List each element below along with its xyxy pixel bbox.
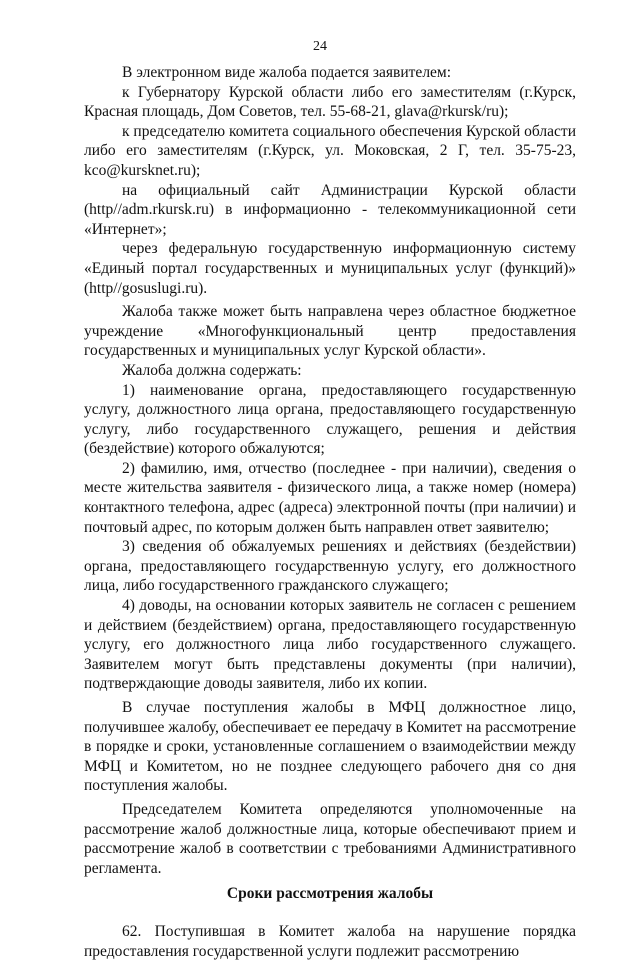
paragraph-62: 62. Поступившая в Комитет жалоба на нарушение порядка предоставления государственной услуги подлежит рассмотрению (84, 922, 576, 960)
paragraph-mfc-transfer: В случае поступления жалобы в МФЦ должностное лицо, получившее жалобу, обеспечивает ее передачу в Комитет на рассмотрение в порядке и сроки, установленные соглашением о взаимодействии между МФЦ и Комитетом, но не позднее следующего рабочего дня со дня поступления жалобы. (84, 699, 577, 795)
list-item-1: 1) наименование органа, предоставляющего государственную услугу, должностного лица органа, предоставляющего государственную услугу, либо государственного служащего, решения и действия (бездействие) которого обжалуются; (84, 381, 576, 458)
list-item-3: 3) сведения об обжалуемых решениях и действиях (бездействии) органа, предоставляющего государственную услугу, его должностного лица, либо государственного гражданского служащего; (84, 538, 576, 595)
paragraph-mfc: Жалоба также может быть направлена через областное бюджетное учреждение «Многофункциональный центр предоставления государственных и муниципальных услуг Курской области». (84, 303, 576, 360)
paragraph-governor: к Губернатору Курской области либо его заместителям (г.Курск, Красная площадь, Дом Советов, тел. 55-68-21, glava@rkursk/ru); (84, 83, 576, 121)
document-body (84, 63, 576, 961)
section-heading: Сроки рассмотрения жалобы (226, 885, 434, 903)
page-number: 24 (313, 39, 327, 54)
paragraph-official-site: на официальный сайт Администрации Курской области (http//adm.rkursk.ru) в информационно - телекоммуникационной сети «Интернет»; (84, 181, 576, 238)
paragraph-committee-chair: к председателю комитета социального обеспечения Курской области либо его заместителям (г.Курск, ул. Моковская, 2 Г, тел. 35-75-23, kco@kursknet.ru); (84, 122, 576, 179)
paragraph-authorized-officials: Председателем Комитета определяются уполномоченные на рассмотрение жалоб должностные лица, которые обеспечивают прием и рассмотрение жалоб в соответствии с требованиями Административного регламента. (84, 800, 576, 877)
paragraph-federal-portal: через федеральную государственную информационную систему «Единый портал государственных и муниципальных услуг (функций)» (http//gosuslugi.ru). (84, 240, 576, 297)
list-item-2: 2) фамилию, имя, отчество (последнее - при наличии), сведения о месте жительства заявителя - физического лица, а также номер (номера) контактного телефона, адрес (адреса) электронной почты (при наличии) и почтовый адрес, по которым должен быть направлен ответ заявителю; (84, 459, 576, 536)
list-item-4: 4) доводы, на основании которых заявитель не согласен с решением и действием (бездействием) органа, предоставляющего государственную услугу, его должностного лица либо государственного служащего. Заявителем могут быть представлены документы (при наличии), подтверждающие доводы заявителя, либо их копии. (84, 597, 576, 693)
paragraph-intro: В электронном виде жалоба подается заявителем: (122, 64, 452, 81)
paragraph-contents-intro: Жалоба должна содержать: (122, 361, 302, 379)
